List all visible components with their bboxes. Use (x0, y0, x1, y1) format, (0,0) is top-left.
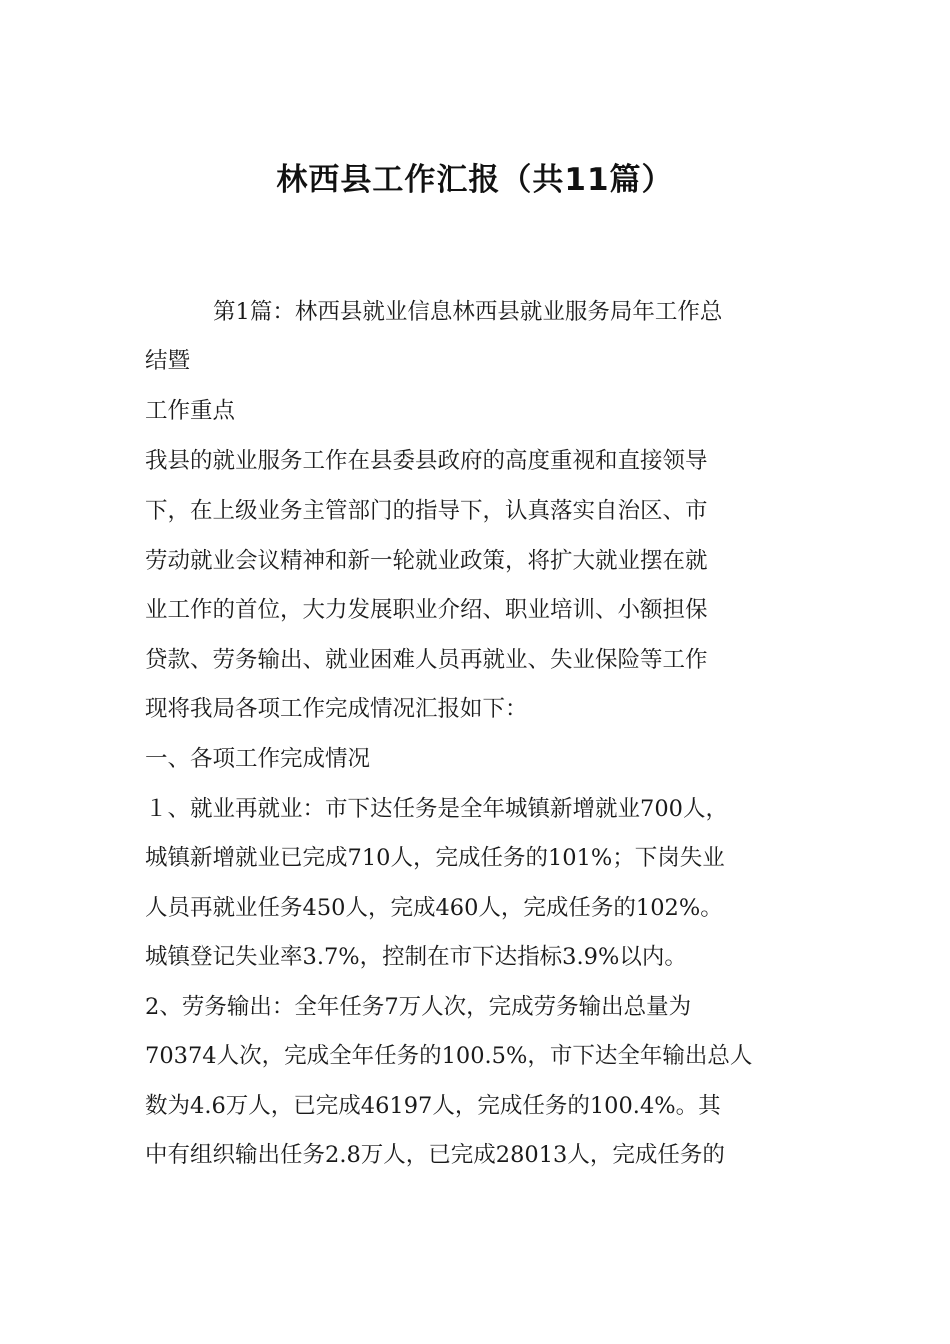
document-title: 林西县工作汇报（共11篇） (276, 162, 674, 198)
paragraph-line: 我县的就业服务工作在县委县政府的高度重视和直接领导 (145, 448, 708, 474)
paragraph-line: 业工作的首位，大力发展职业介绍、职业培训、小额担保 (145, 597, 708, 623)
paragraph-line: 下，在上级业务主管部门的指导下，认真落实自治区、市 (145, 498, 708, 524)
paragraph-line: 城镇新增就业已完成710人，完成任务的101%；下岗失业 (145, 845, 725, 871)
paragraph-line: 现将我局各项工作完成情况汇报如下： (145, 696, 528, 722)
paragraph-line: 第1篇：林西县就业信息林西县就业服务局年工作总 (213, 299, 723, 325)
paragraph-line: 数为4.6万人，已完成46197人，完成任务的100.4%。其 (145, 1093, 721, 1119)
paragraph-line: 人员再就业任务450人，完成460人，完成任务的102%。 (145, 895, 723, 921)
paragraph-line: 2、劳务输出：全年任务7万人次，完成劳务输出总量为 (145, 994, 692, 1020)
paragraph-line: 贷款、劳务输出、就业困难人员再就业、失业保险等工作 (145, 647, 708, 673)
paragraph-line: 结暨 (145, 348, 191, 374)
section-heading: 一、各项工作完成情况 (145, 746, 371, 772)
paragraph-line: 劳动就业会议精神和新一轮就业政策，将扩大就业摆在就 (145, 548, 708, 574)
paragraph-line: １、就业再就业：市下达任务是全年城镇新增就业700人， (145, 796, 728, 822)
paragraph-line: 城镇登记失业率3.7%，控制在市下达指标3.9%以内。 (145, 944, 687, 970)
paragraph-line: 70374人次，完成全年任务的100.5%，市下达全年输出总人 (145, 1043, 753, 1069)
section-heading: 工作重点 (145, 398, 236, 424)
paragraph-line: 中有组织输出任务2.8万人，已完成28013人，完成任务的 (145, 1142, 725, 1168)
